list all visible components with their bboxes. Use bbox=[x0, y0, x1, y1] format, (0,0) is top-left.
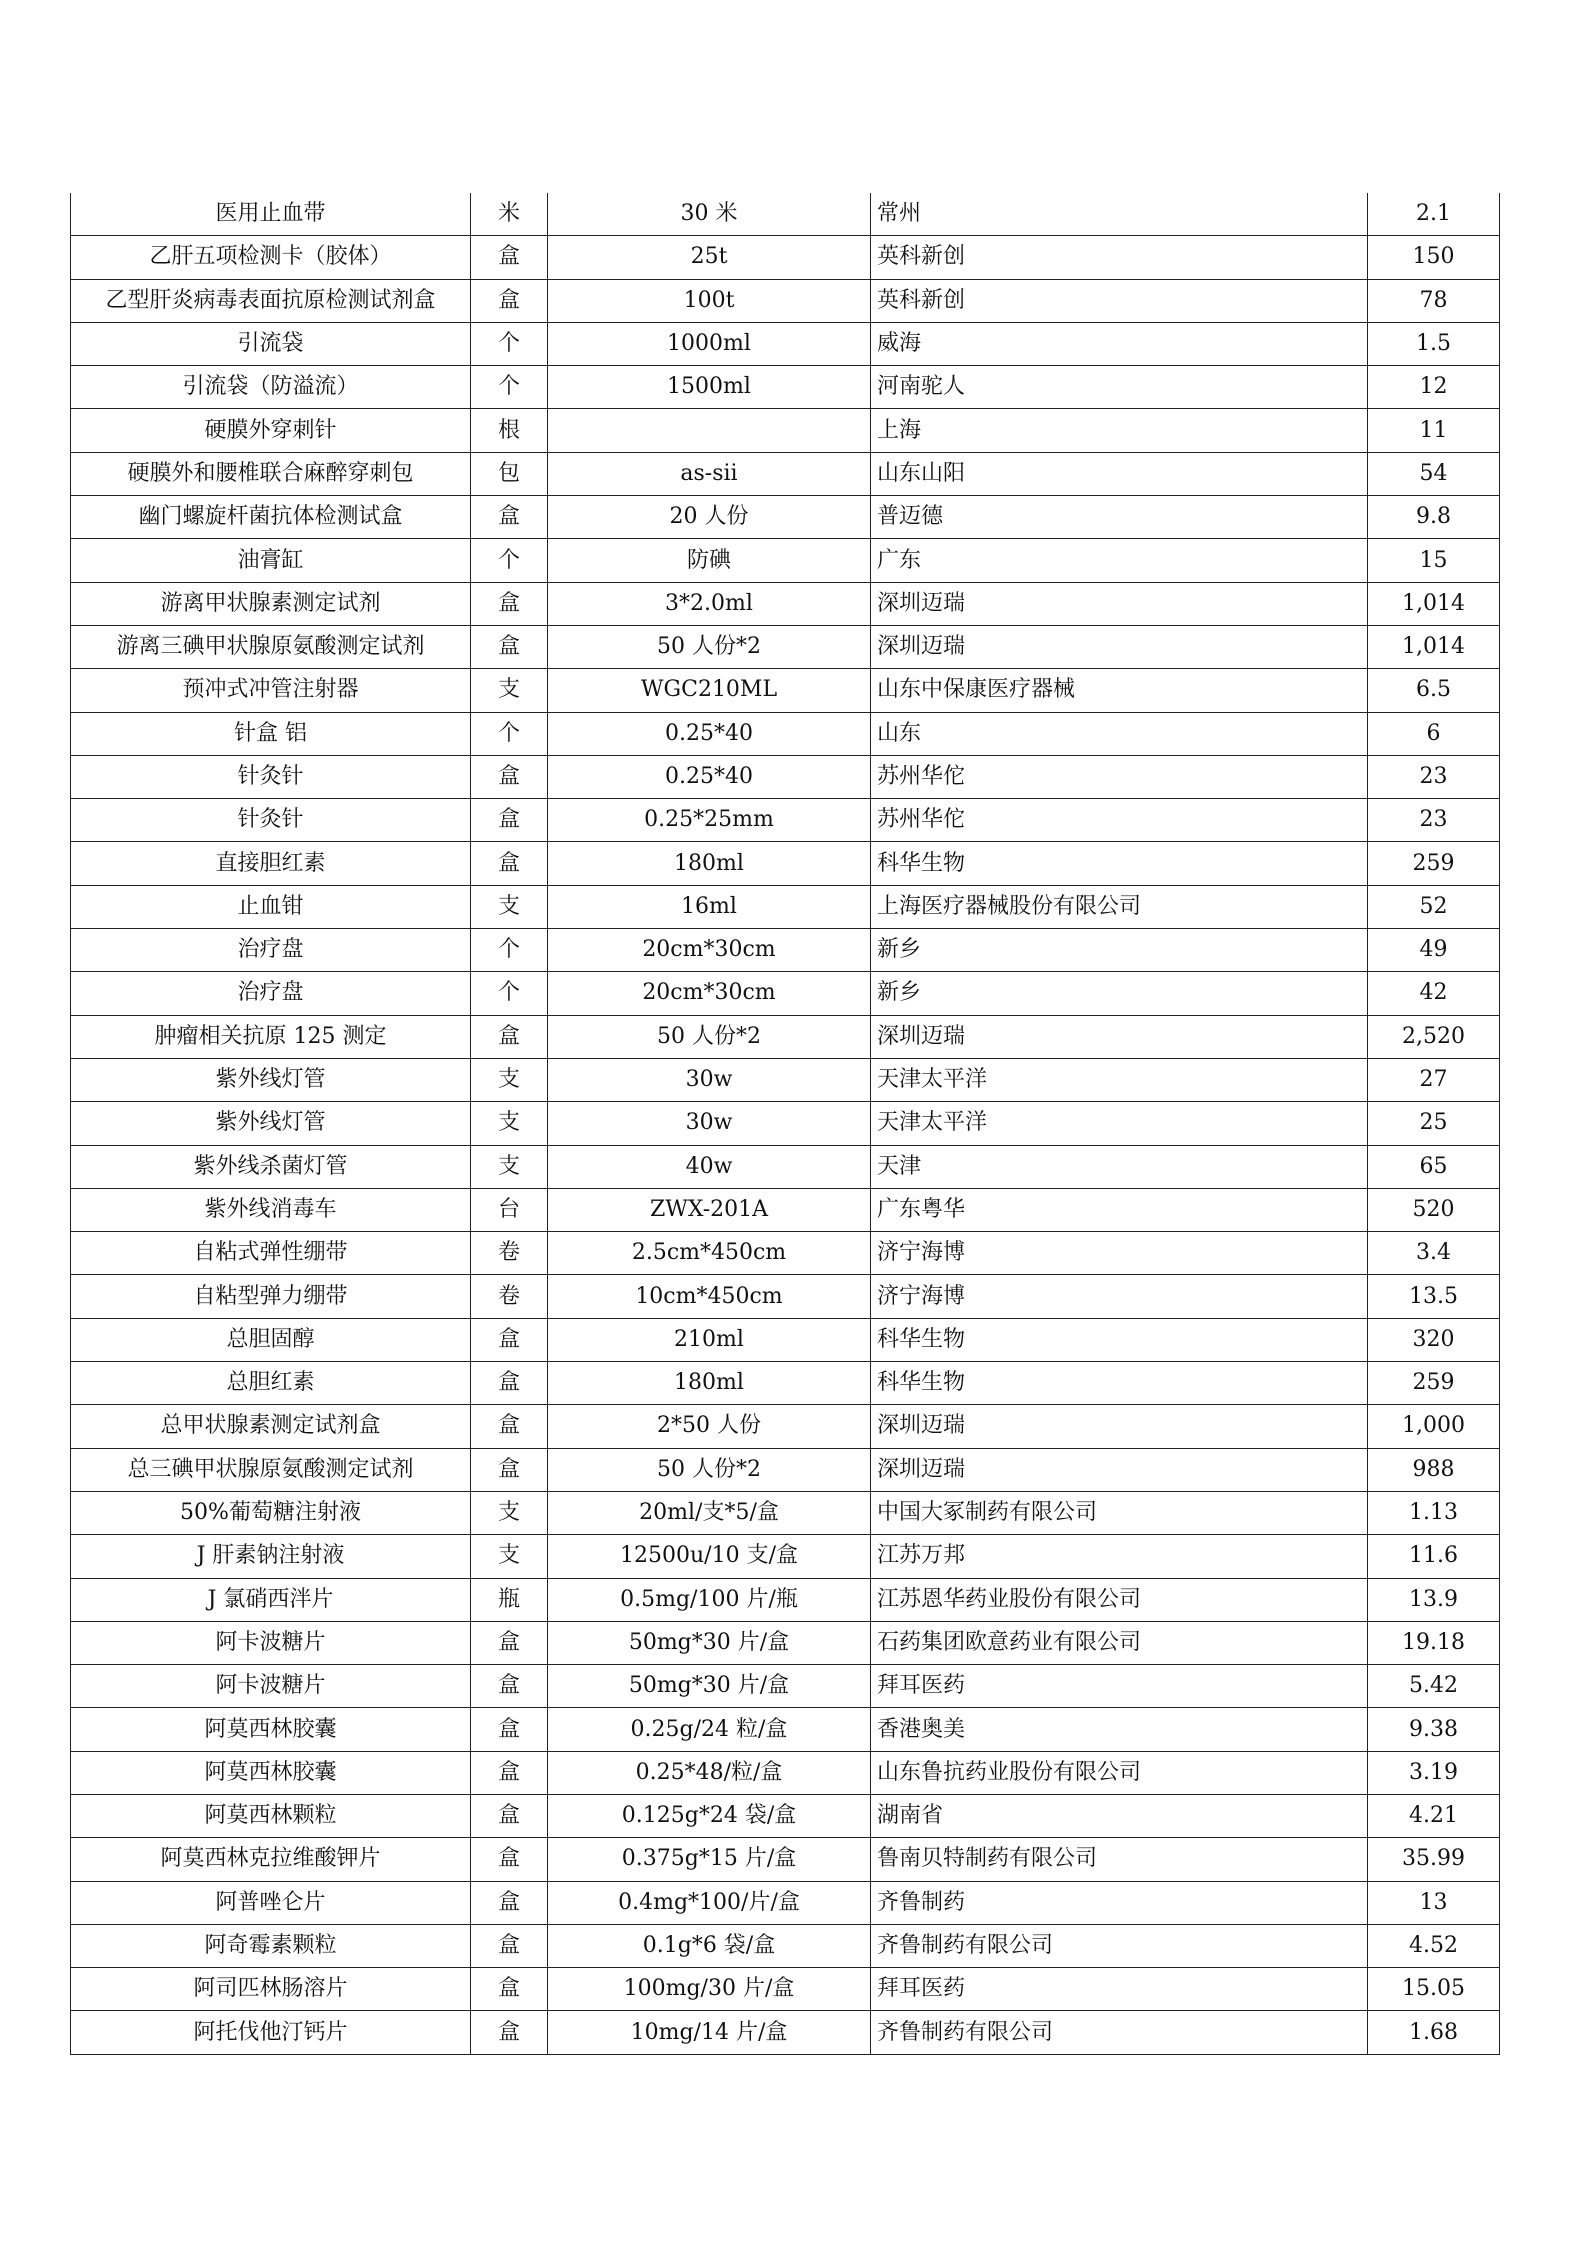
spec-cell: 0.1g*6 袋/盒 bbox=[548, 1924, 871, 1967]
price-cell: 49 bbox=[1368, 929, 1500, 972]
table-row bbox=[71, 885, 1500, 928]
unit-cell: 盒 bbox=[471, 1838, 548, 1881]
spec-cell: 30 米 bbox=[548, 193, 871, 236]
item-name-cell: 乙型肝炎病毒表面抗原检测试剂盒 bbox=[71, 279, 471, 322]
spec-cell: 25t bbox=[548, 236, 871, 279]
unit-cell: 盒 bbox=[471, 1881, 548, 1924]
manufacturer-cell: 深圳迈瑞 bbox=[871, 582, 1368, 625]
spec-cell: 16ml bbox=[548, 885, 871, 928]
unit-cell: 盒 bbox=[471, 1924, 548, 1967]
manufacturer-cell: 河南驼人 bbox=[871, 366, 1368, 409]
unit-cell: 盒 bbox=[471, 236, 548, 279]
unit-cell: 瓶 bbox=[471, 1578, 548, 1621]
item-name-cell: 自粘型弹力绷带 bbox=[71, 1275, 471, 1318]
unit-cell: 个 bbox=[471, 539, 548, 582]
unit-cell: 盒 bbox=[471, 496, 548, 539]
unit-cell: 包 bbox=[471, 452, 548, 495]
price-cell: 23 bbox=[1368, 755, 1500, 798]
price-cell: 78 bbox=[1368, 279, 1500, 322]
price-cell: 1.13 bbox=[1368, 1491, 1500, 1534]
item-name-cell: 阿奇霉素颗粒 bbox=[71, 1924, 471, 1967]
manufacturer-cell: 常州 bbox=[871, 193, 1368, 236]
manufacturer-cell: 普迈德 bbox=[871, 496, 1368, 539]
item-name-cell: 紫外线杀菌灯管 bbox=[71, 1145, 471, 1188]
manufacturer-cell: 鲁南贝特制药有限公司 bbox=[871, 1838, 1368, 1881]
item-name-cell: 硬膜外和腰椎联合麻醉穿刺包 bbox=[71, 452, 471, 495]
item-name-cell: 游离甲状腺素测定试剂 bbox=[71, 582, 471, 625]
manufacturer-cell: 拜耳医药 bbox=[871, 1665, 1368, 1708]
spec-cell: 20cm*30cm bbox=[548, 972, 871, 1015]
unit-cell: 米 bbox=[471, 193, 548, 236]
item-name-cell: 油膏缸 bbox=[71, 539, 471, 582]
item-name-cell: 针盒 铝 bbox=[71, 712, 471, 755]
item-name-cell: 预冲式冲管注射器 bbox=[71, 669, 471, 712]
manufacturer-cell: 天津 bbox=[871, 1145, 1368, 1188]
manufacturer-cell: 苏州华佗 bbox=[871, 799, 1368, 842]
price-cell: 35.99 bbox=[1368, 1838, 1500, 1881]
manufacturer-cell: 广东 bbox=[871, 539, 1368, 582]
spec-cell: 10cm*450cm bbox=[548, 1275, 871, 1318]
manufacturer-cell: 英科新创 bbox=[871, 236, 1368, 279]
table-row bbox=[71, 236, 1500, 279]
table-row bbox=[71, 582, 1500, 625]
table-row bbox=[71, 409, 1500, 452]
spec-cell: 50 人份*2 bbox=[548, 1448, 871, 1491]
table-row bbox=[71, 1362, 1500, 1405]
unit-cell: 盒 bbox=[471, 842, 548, 885]
price-cell: 23 bbox=[1368, 799, 1500, 842]
manufacturer-cell: 威海 bbox=[871, 322, 1368, 365]
price-cell: 259 bbox=[1368, 842, 1500, 885]
manufacturer-cell: 深圳迈瑞 bbox=[871, 625, 1368, 668]
spec-cell: 40w bbox=[548, 1145, 871, 1188]
manufacturer-cell: 齐鲁制药 bbox=[871, 1881, 1368, 1924]
table-row bbox=[71, 1015, 1500, 1058]
unit-cell: 个 bbox=[471, 972, 548, 1015]
item-name-cell: 阿莫西林胶囊 bbox=[71, 1708, 471, 1751]
item-name-cell: 直接胆红素 bbox=[71, 842, 471, 885]
item-name-cell: 引流袋 bbox=[71, 322, 471, 365]
spec-cell: 1000ml bbox=[548, 322, 871, 365]
table-row bbox=[71, 496, 1500, 539]
price-cell: 9.8 bbox=[1368, 496, 1500, 539]
spec-cell: 180ml bbox=[548, 842, 871, 885]
unit-cell: 卷 bbox=[471, 1275, 548, 1318]
table-row bbox=[71, 1188, 1500, 1231]
manufacturer-cell: 中国大冢制药有限公司 bbox=[871, 1491, 1368, 1534]
table-row bbox=[71, 539, 1500, 582]
item-name-cell: 引流袋（防溢流） bbox=[71, 366, 471, 409]
manufacturer-cell: 江苏万邦 bbox=[871, 1535, 1368, 1578]
table-row bbox=[71, 193, 1500, 236]
price-cell: 150 bbox=[1368, 236, 1500, 279]
table-row bbox=[71, 1838, 1500, 1881]
item-name-cell: 阿卡波糖片 bbox=[71, 1665, 471, 1708]
spec-cell: 50mg*30 片/盒 bbox=[548, 1665, 871, 1708]
manufacturer-cell: 科华生物 bbox=[871, 1318, 1368, 1361]
item-name-cell: 游离三碘甲状腺原氨酸测定试剂 bbox=[71, 625, 471, 668]
unit-cell: 盒 bbox=[471, 1015, 548, 1058]
spec-cell: 2.5cm*450cm bbox=[548, 1232, 871, 1275]
table-row bbox=[71, 755, 1500, 798]
manufacturer-cell: 石药集团欧意药业有限公司 bbox=[871, 1621, 1368, 1664]
manufacturer-cell: 山东 bbox=[871, 712, 1368, 755]
table-row bbox=[71, 1145, 1500, 1188]
spec-cell: 10mg/14 片/盒 bbox=[548, 2011, 871, 2054]
table-row bbox=[71, 1621, 1500, 1664]
spec-cell: 0.5mg/100 片/瓶 bbox=[548, 1578, 871, 1621]
unit-cell: 盒 bbox=[471, 1968, 548, 2011]
price-cell: 11.6 bbox=[1368, 1535, 1500, 1578]
item-name-cell: 阿莫西林颗粒 bbox=[71, 1794, 471, 1837]
spec-cell bbox=[548, 409, 871, 452]
price-cell: 54 bbox=[1368, 452, 1500, 495]
price-cell: 1.5 bbox=[1368, 322, 1500, 365]
manufacturer-cell: 拜耳医药 bbox=[871, 1968, 1368, 2011]
item-name-cell: 阿莫西林克拉维酸钾片 bbox=[71, 1838, 471, 1881]
table-row bbox=[71, 1881, 1500, 1924]
unit-cell: 盒 bbox=[471, 625, 548, 668]
spec-cell: 0.25*25mm bbox=[548, 799, 871, 842]
spec-cell: 12500u/10 支/盒 bbox=[548, 1535, 871, 1578]
table-row bbox=[71, 929, 1500, 972]
spec-cell: 0.25g/24 粒/盒 bbox=[548, 1708, 871, 1751]
spec-cell: 2*50 人份 bbox=[548, 1405, 871, 1448]
manufacturer-cell: 深圳迈瑞 bbox=[871, 1405, 1368, 1448]
item-name-cell: J 肝素钠注射液 bbox=[71, 1535, 471, 1578]
item-name-cell: 幽门螺旋杆菌抗体检测试盒 bbox=[71, 496, 471, 539]
item-name-cell: 阿莫西林胶囊 bbox=[71, 1751, 471, 1794]
unit-cell: 支 bbox=[471, 669, 548, 712]
table-row bbox=[71, 1318, 1500, 1361]
price-cell: 259 bbox=[1368, 1362, 1500, 1405]
spec-cell: 50mg*30 片/盒 bbox=[548, 1621, 871, 1664]
price-cell: 11 bbox=[1368, 409, 1500, 452]
spec-cell: 180ml bbox=[548, 1362, 871, 1405]
item-name-cell: 紫外线消毒车 bbox=[71, 1188, 471, 1231]
manufacturer-cell: 湖南省 bbox=[871, 1794, 1368, 1837]
price-cell: 13.9 bbox=[1368, 1578, 1500, 1621]
price-cell: 5.42 bbox=[1368, 1665, 1500, 1708]
unit-cell: 盒 bbox=[471, 2011, 548, 2054]
table-row bbox=[71, 2011, 1500, 2054]
unit-cell: 支 bbox=[471, 1102, 548, 1145]
spec-cell: 1500ml bbox=[548, 366, 871, 409]
unit-cell: 盒 bbox=[471, 1362, 548, 1405]
price-cell: 15.05 bbox=[1368, 1968, 1500, 2011]
item-name-cell: 阿卡波糖片 bbox=[71, 1621, 471, 1664]
unit-cell: 盒 bbox=[471, 1318, 548, 1361]
manufacturer-cell: 天津太平洋 bbox=[871, 1102, 1368, 1145]
manufacturer-cell: 科华生物 bbox=[871, 1362, 1368, 1405]
table-row bbox=[71, 972, 1500, 1015]
unit-cell: 盒 bbox=[471, 1405, 548, 1448]
table-row bbox=[71, 1751, 1500, 1794]
price-cell: 12 bbox=[1368, 366, 1500, 409]
spec-cell: 100t bbox=[548, 279, 871, 322]
item-name-cell: J 氯硝西泮片 bbox=[71, 1578, 471, 1621]
item-name-cell: 总三碘甲状腺原氨酸测定试剂 bbox=[71, 1448, 471, 1491]
price-cell: 3.4 bbox=[1368, 1232, 1500, 1275]
spec-cell: 50 人份*2 bbox=[548, 625, 871, 668]
unit-cell: 盒 bbox=[471, 1708, 548, 1751]
item-name-cell: 紫外线灯管 bbox=[71, 1058, 471, 1101]
table-row bbox=[71, 1578, 1500, 1621]
item-name-cell: 总胆固醇 bbox=[71, 1318, 471, 1361]
item-name-cell: 肿瘤相关抗原 125 测定 bbox=[71, 1015, 471, 1058]
manufacturer-cell: 山东山阳 bbox=[871, 452, 1368, 495]
spec-cell: WGC210ML bbox=[548, 669, 871, 712]
price-cell: 19.18 bbox=[1368, 1621, 1500, 1664]
item-name-cell: 50%葡萄糖注射液 bbox=[71, 1491, 471, 1534]
manufacturer-cell: 齐鲁制药有限公司 bbox=[871, 1924, 1368, 1967]
item-name-cell: 医用止血带 bbox=[71, 193, 471, 236]
spec-cell: 0.25*48/粒/盒 bbox=[548, 1751, 871, 1794]
price-cell: 6.5 bbox=[1368, 669, 1500, 712]
manufacturer-cell: 齐鲁制药有限公司 bbox=[871, 2011, 1368, 2054]
unit-cell: 个 bbox=[471, 366, 548, 409]
price-cell: 13 bbox=[1368, 1881, 1500, 1924]
unit-cell: 个 bbox=[471, 712, 548, 755]
spec-cell: 3*2.0ml bbox=[548, 582, 871, 625]
unit-cell: 盒 bbox=[471, 1665, 548, 1708]
price-cell: 65 bbox=[1368, 1145, 1500, 1188]
manufacturer-cell: 山东鲁抗药业股份有限公司 bbox=[871, 1751, 1368, 1794]
unit-cell: 台 bbox=[471, 1188, 548, 1231]
item-name-cell: 紫外线灯管 bbox=[71, 1102, 471, 1145]
price-cell: 15 bbox=[1368, 539, 1500, 582]
unit-cell: 盒 bbox=[471, 799, 548, 842]
manufacturer-cell: 广东粤华 bbox=[871, 1188, 1368, 1231]
spec-cell: 100mg/30 片/盒 bbox=[548, 1968, 871, 2011]
price-cell: 1,000 bbox=[1368, 1405, 1500, 1448]
price-cell: 42 bbox=[1368, 972, 1500, 1015]
unit-cell: 盒 bbox=[471, 755, 548, 798]
manufacturer-cell: 苏州华佗 bbox=[871, 755, 1368, 798]
manufacturer-cell: 新乡 bbox=[871, 929, 1368, 972]
price-cell: 4.21 bbox=[1368, 1794, 1500, 1837]
price-cell: 9.38 bbox=[1368, 1708, 1500, 1751]
spec-cell: 30w bbox=[548, 1058, 871, 1101]
manufacturer-cell: 天津太平洋 bbox=[871, 1058, 1368, 1101]
unit-cell: 盒 bbox=[471, 1794, 548, 1837]
spec-cell: 50 人份*2 bbox=[548, 1015, 871, 1058]
price-cell: 1.68 bbox=[1368, 2011, 1500, 2054]
table-row bbox=[71, 1535, 1500, 1578]
unit-cell: 支 bbox=[471, 1535, 548, 1578]
table-row bbox=[71, 1924, 1500, 1967]
item-name-cell: 总胆红素 bbox=[71, 1362, 471, 1405]
unit-cell: 个 bbox=[471, 929, 548, 972]
table-row bbox=[71, 1405, 1500, 1448]
unit-cell: 支 bbox=[471, 885, 548, 928]
price-cell: 52 bbox=[1368, 885, 1500, 928]
price-cell: 2,520 bbox=[1368, 1015, 1500, 1058]
spec-cell: as-sii bbox=[548, 452, 871, 495]
table-row bbox=[71, 1708, 1500, 1751]
spec-cell: 20cm*30cm bbox=[548, 929, 871, 972]
manufacturer-cell: 深圳迈瑞 bbox=[871, 1015, 1368, 1058]
item-name-cell: 总甲状腺素测定试剂盒 bbox=[71, 1405, 471, 1448]
price-cell: 1,014 bbox=[1368, 582, 1500, 625]
unit-cell: 盒 bbox=[471, 582, 548, 625]
table-body bbox=[71, 193, 1500, 2054]
item-name-cell: 硬膜外穿刺针 bbox=[71, 409, 471, 452]
table-row bbox=[71, 1448, 1500, 1491]
item-name-cell: 针灸针 bbox=[71, 799, 471, 842]
manufacturer-cell: 江苏恩华药业股份有限公司 bbox=[871, 1578, 1368, 1621]
item-name-cell: 止血钳 bbox=[71, 885, 471, 928]
unit-cell: 支 bbox=[471, 1058, 548, 1101]
table-row bbox=[71, 366, 1500, 409]
item-name-cell: 治疗盘 bbox=[71, 929, 471, 972]
price-cell: 2.1 bbox=[1368, 193, 1500, 236]
unit-cell: 盒 bbox=[471, 1448, 548, 1491]
spec-cell: 20ml/支*5/盒 bbox=[548, 1491, 871, 1534]
unit-cell: 卷 bbox=[471, 1232, 548, 1275]
unit-cell: 盒 bbox=[471, 1621, 548, 1664]
price-cell: 320 bbox=[1368, 1318, 1500, 1361]
table-row bbox=[71, 799, 1500, 842]
manufacturer-cell: 山东中保康医疗器械 bbox=[871, 669, 1368, 712]
table-row bbox=[71, 1794, 1500, 1837]
table-row bbox=[71, 1102, 1500, 1145]
spec-cell: ZWX-201A bbox=[548, 1188, 871, 1231]
table-row bbox=[71, 1058, 1500, 1101]
spec-cell: 防碘 bbox=[548, 539, 871, 582]
manufacturer-cell: 科华生物 bbox=[871, 842, 1368, 885]
table-row bbox=[71, 712, 1500, 755]
price-cell: 13.5 bbox=[1368, 1275, 1500, 1318]
price-cell: 25 bbox=[1368, 1102, 1500, 1145]
spec-cell: 0.4mg*100/片/盒 bbox=[548, 1881, 871, 1924]
manufacturer-cell: 英科新创 bbox=[871, 279, 1368, 322]
price-cell: 27 bbox=[1368, 1058, 1500, 1101]
spec-cell: 0.375g*15 片/盒 bbox=[548, 1838, 871, 1881]
spec-cell: 0.25*40 bbox=[548, 712, 871, 755]
manufacturer-cell: 新乡 bbox=[871, 972, 1368, 1015]
item-name-cell: 自粘式弹性绷带 bbox=[71, 1232, 471, 1275]
table-row bbox=[71, 669, 1500, 712]
price-cell: 520 bbox=[1368, 1188, 1500, 1231]
manufacturer-cell: 深圳迈瑞 bbox=[871, 1448, 1368, 1491]
price-cell: 3.19 bbox=[1368, 1751, 1500, 1794]
table-row bbox=[71, 452, 1500, 495]
spec-cell: 0.25*40 bbox=[548, 755, 871, 798]
manufacturer-cell: 香港奥美 bbox=[871, 1708, 1368, 1751]
manufacturer-cell: 上海医疗器械股份有限公司 bbox=[871, 885, 1368, 928]
unit-cell: 支 bbox=[471, 1145, 548, 1188]
manufacturer-cell: 济宁海博 bbox=[871, 1275, 1368, 1318]
item-name-cell: 治疗盘 bbox=[71, 972, 471, 1015]
table-row bbox=[71, 842, 1500, 885]
item-name-cell: 针灸针 bbox=[71, 755, 471, 798]
unit-cell: 盒 bbox=[471, 1751, 548, 1794]
table-row bbox=[71, 1275, 1500, 1318]
table-row bbox=[71, 279, 1500, 322]
price-cell: 1,014 bbox=[1368, 625, 1500, 668]
manufacturer-cell: 济宁海博 bbox=[871, 1232, 1368, 1275]
table-row bbox=[71, 1232, 1500, 1275]
price-cell: 6 bbox=[1368, 712, 1500, 755]
price-cell: 4.52 bbox=[1368, 1924, 1500, 1967]
spec-cell: 0.125g*24 袋/盒 bbox=[548, 1794, 871, 1837]
table-row bbox=[71, 1665, 1500, 1708]
item-name-cell: 阿司匹林肠溶片 bbox=[71, 1968, 471, 2011]
table-row bbox=[71, 322, 1500, 365]
price-table bbox=[70, 193, 1500, 2055]
price-cell: 988 bbox=[1368, 1448, 1500, 1491]
unit-cell: 盒 bbox=[471, 279, 548, 322]
spec-cell: 210ml bbox=[548, 1318, 871, 1361]
unit-cell: 个 bbox=[471, 322, 548, 365]
item-name-cell: 阿普唑仑片 bbox=[71, 1881, 471, 1924]
item-name-cell: 乙肝五项检测卡（胶体） bbox=[71, 236, 471, 279]
table-row bbox=[71, 625, 1500, 668]
spec-cell: 20 人份 bbox=[548, 496, 871, 539]
item-name-cell: 阿托伐他汀钙片 bbox=[71, 2011, 471, 2054]
unit-cell: 根 bbox=[471, 409, 548, 452]
table-row bbox=[71, 1491, 1500, 1534]
manufacturer-cell: 上海 bbox=[871, 409, 1368, 452]
spec-cell: 30w bbox=[548, 1102, 871, 1145]
table-row bbox=[71, 1968, 1500, 2011]
unit-cell: 支 bbox=[471, 1491, 548, 1534]
